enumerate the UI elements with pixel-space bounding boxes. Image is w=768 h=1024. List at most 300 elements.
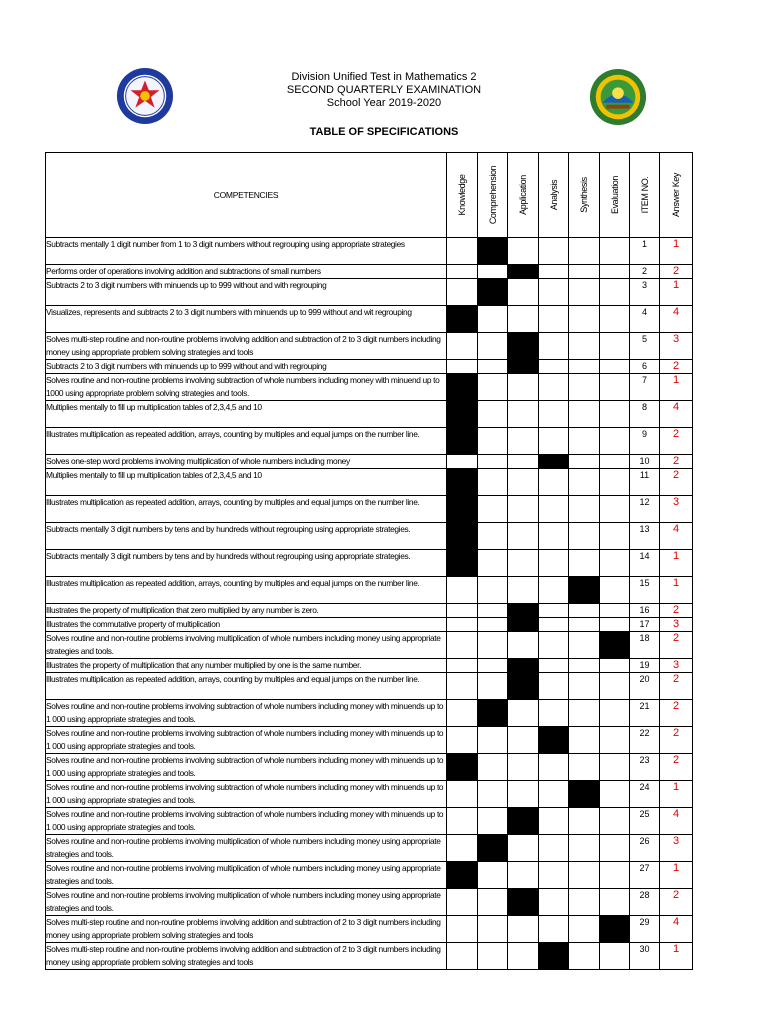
table-row bbox=[46, 306, 693, 333]
competency-cell: Subtracts 2 to 3 digit numbers with minuends up to 999 without and with regrouping bbox=[46, 279, 447, 306]
answer-key-cell: 2 bbox=[660, 604, 693, 618]
answer-key-cell: 4 bbox=[660, 401, 693, 428]
evaluation-cell bbox=[600, 469, 630, 496]
synthesis-cell bbox=[569, 808, 600, 835]
item-number-cell: 3 bbox=[630, 279, 660, 306]
item-number-cell: 10 bbox=[630, 455, 660, 469]
comprehension-cell bbox=[478, 279, 508, 306]
answer-key-cell: 3 bbox=[660, 618, 693, 632]
item-number-cell: 8 bbox=[630, 401, 660, 428]
competency-cell: Illustrates multiplication as repeated addition, arrays, counting by multiples and equal jumps on the number line. bbox=[46, 428, 447, 455]
answer-key-cell: 4 bbox=[660, 306, 693, 333]
competency-cell: Solves multi-step routine and non-routine problems involving addition and subtraction of 2 to 3 digit numbers including money using appropriate problem solving strategies and tools bbox=[46, 916, 447, 943]
synthesis-cell bbox=[569, 496, 600, 523]
comprehension-cell bbox=[478, 333, 508, 360]
application-cell bbox=[508, 577, 539, 604]
table-row bbox=[46, 455, 693, 469]
specifications-table bbox=[45, 152, 693, 970]
item-number-cell: 28 bbox=[630, 889, 660, 916]
knowledge-cell bbox=[447, 781, 478, 808]
exam-quarter: SECOND QUARTERLY EXAMINATION bbox=[286, 84, 482, 96]
knowledge-cell bbox=[447, 943, 478, 970]
comprehension-cell bbox=[478, 700, 508, 727]
evaluation-cell bbox=[600, 455, 630, 469]
synthesis-cell bbox=[569, 862, 600, 889]
competency-cell: Illustrates the property of multiplication that any number multiplied by one is the same number. bbox=[46, 659, 447, 673]
synthesis-cell bbox=[569, 700, 600, 727]
synthesis-cell bbox=[569, 673, 600, 700]
item-number-cell: 25 bbox=[630, 808, 660, 835]
evaluation-cell bbox=[600, 401, 630, 428]
comprehension-cell bbox=[478, 455, 508, 469]
application-cell bbox=[508, 727, 539, 754]
analysis-cell bbox=[539, 265, 569, 279]
competency-cell: Solves one-step word problems involving multiplication of whole numbers including money bbox=[46, 455, 447, 469]
knowledge-cell bbox=[447, 455, 478, 469]
application-cell bbox=[508, 835, 539, 862]
answer-key-cell: 1 bbox=[660, 781, 693, 808]
competency-cell: Multiplies mentally to fill up multiplication tables of 2,3,4,5 and 10 bbox=[46, 469, 447, 496]
table-header-row bbox=[46, 153, 693, 238]
application-cell bbox=[508, 455, 539, 469]
competency-cell: Solves routine and non-routine problems involving multiplication of whole numbers including money using appropriate strategies and tools. bbox=[46, 889, 447, 916]
competency-cell: Solves routine and non-routine problems involving subtraction of whole numbers including money with minuends up to 1 000 using appropriate strategies and tools. bbox=[46, 808, 447, 835]
knowledge-cell bbox=[447, 754, 478, 781]
answer-key-cell: 3 bbox=[660, 659, 693, 673]
analysis-cell bbox=[539, 374, 569, 401]
item-number-cell: 19 bbox=[630, 659, 660, 673]
competency-cell: Illustrates the property of multiplication that zero multiplied by any number is zero. bbox=[46, 604, 447, 618]
item-number-cell: 16 bbox=[630, 604, 660, 618]
analysis-cell bbox=[539, 700, 569, 727]
evaluation-cell bbox=[600, 428, 630, 455]
competency-cell: Subtracts mentally 3 digit numbers by tens and by hundreds without regrouping using appropriate strategies. bbox=[46, 550, 447, 577]
analysis-cell bbox=[539, 673, 569, 700]
synthesis-cell bbox=[569, 835, 600, 862]
table-row bbox=[46, 673, 693, 700]
synthesis-cell bbox=[569, 428, 600, 455]
item-number-cell: 29 bbox=[630, 916, 660, 943]
knowledge-cell bbox=[447, 604, 478, 618]
knowledge-cell bbox=[447, 916, 478, 943]
analysis-cell bbox=[539, 943, 569, 970]
synthesis-cell bbox=[569, 889, 600, 916]
item-number-cell: 9 bbox=[630, 428, 660, 455]
evaluation-cell bbox=[600, 632, 630, 659]
answer-key-cell: 4 bbox=[660, 523, 693, 550]
comprehension-cell bbox=[478, 265, 508, 279]
evaluation-cell bbox=[600, 604, 630, 618]
table-row bbox=[46, 496, 693, 523]
synthesis-cell bbox=[569, 727, 600, 754]
synthesis-cell bbox=[569, 916, 600, 943]
analysis-cell bbox=[539, 401, 569, 428]
column-header-application: Application bbox=[508, 153, 539, 238]
answer-key-cell: 2 bbox=[660, 727, 693, 754]
application-cell bbox=[508, 333, 539, 360]
answer-key-cell: 4 bbox=[660, 916, 693, 943]
competency-cell: Solves routine and non-routine problems involving multiplication of whole numbers including money using appropriate strategies and tools. bbox=[46, 862, 447, 889]
application-cell bbox=[508, 306, 539, 333]
evaluation-cell bbox=[600, 279, 630, 306]
table-row bbox=[46, 632, 693, 659]
table-row bbox=[46, 700, 693, 727]
application-cell bbox=[508, 889, 539, 916]
analysis-cell bbox=[539, 469, 569, 496]
evaluation-cell bbox=[600, 889, 630, 916]
evaluation-cell bbox=[600, 374, 630, 401]
analysis-cell bbox=[539, 604, 569, 618]
table-row bbox=[46, 333, 693, 360]
competency-cell: Illustrates multiplication as repeated addition, arrays, counting by multiples and equal jumps on the number line. bbox=[46, 673, 447, 700]
item-number-cell: 1 bbox=[630, 238, 660, 265]
knowledge-cell bbox=[447, 862, 478, 889]
item-number-cell: 24 bbox=[630, 781, 660, 808]
competency-cell: Visualizes, represents and subtracts 2 to 3 digit numbers with minuends up to 999 without and wit regrouping bbox=[46, 306, 447, 333]
knowledge-cell bbox=[447, 523, 478, 550]
evaluation-cell bbox=[600, 727, 630, 754]
item-number-cell: 14 bbox=[630, 550, 660, 577]
competency-cell: Solves multi-step routine and non-routine problems involving addition and subtraction of 2 to 3 digit numbers including money using appropriate problem solving strategies and tools bbox=[46, 333, 447, 360]
synthesis-cell bbox=[569, 632, 600, 659]
evaluation-cell bbox=[600, 577, 630, 604]
table-row bbox=[46, 279, 693, 306]
column-header-answer-key: Answer Key bbox=[660, 153, 693, 238]
column-header-competencies: COMPETENCIES bbox=[46, 153, 447, 238]
answer-key-cell: 1 bbox=[660, 862, 693, 889]
table-row bbox=[46, 360, 693, 374]
item-number-cell: 18 bbox=[630, 632, 660, 659]
knowledge-cell bbox=[447, 632, 478, 659]
evaluation-cell bbox=[600, 306, 630, 333]
application-cell bbox=[508, 401, 539, 428]
synthesis-cell bbox=[569, 618, 600, 632]
evaluation-cell bbox=[600, 700, 630, 727]
knowledge-cell bbox=[447, 496, 478, 523]
application-cell bbox=[508, 700, 539, 727]
analysis-cell bbox=[539, 835, 569, 862]
synthesis-cell bbox=[569, 333, 600, 360]
analysis-cell bbox=[539, 632, 569, 659]
item-number-cell: 4 bbox=[630, 306, 660, 333]
table-row bbox=[46, 469, 693, 496]
answer-key-cell: 3 bbox=[660, 333, 693, 360]
competency-cell: Solves routine and non-routine problems involving subtraction of whole numbers including money with minuends up to 1 000 using appropriate strategies and tools. bbox=[46, 700, 447, 727]
analysis-cell bbox=[539, 862, 569, 889]
competency-cell: Solves multi-step routine and non-routine problems involving addition and subtraction of 2 to 3 digit numbers including money using appropriate problem solving strategies and tools bbox=[46, 943, 447, 970]
item-number-cell: 21 bbox=[630, 700, 660, 727]
answer-key-cell: 4 bbox=[660, 808, 693, 835]
competency-cell: Illustrates multiplication as repeated addition, arrays, counting by multiples and equal jumps on the number line. bbox=[46, 496, 447, 523]
answer-key-cell: 1 bbox=[660, 943, 693, 970]
synthesis-cell bbox=[569, 374, 600, 401]
answer-key-cell: 1 bbox=[660, 238, 693, 265]
competency-cell: Solves routine and non-routine problems involving multiplication of whole numbers including money using appropriate strategies and tools. bbox=[46, 632, 447, 659]
evaluation-cell bbox=[600, 333, 630, 360]
item-number-cell: 15 bbox=[630, 577, 660, 604]
column-header-analysis: Analysis bbox=[539, 153, 569, 238]
analysis-cell bbox=[539, 360, 569, 374]
competency-cell: Solves routine and non-routine problems involving subtraction of whole numbers including money with minuends up to 1 000 using appropriate strategies and tools. bbox=[46, 781, 447, 808]
item-number-cell: 12 bbox=[630, 496, 660, 523]
comprehension-cell bbox=[478, 238, 508, 265]
synthesis-cell bbox=[569, 604, 600, 618]
synthesis-cell bbox=[569, 360, 600, 374]
item-number-cell: 22 bbox=[630, 727, 660, 754]
synthesis-cell bbox=[569, 550, 600, 577]
knowledge-cell bbox=[447, 550, 478, 577]
comprehension-cell bbox=[478, 862, 508, 889]
knowledge-cell bbox=[447, 265, 478, 279]
knowledge-cell bbox=[447, 577, 478, 604]
table-row bbox=[46, 754, 693, 781]
answer-key-cell: 2 bbox=[660, 360, 693, 374]
knowledge-cell bbox=[447, 401, 478, 428]
evaluation-cell bbox=[600, 360, 630, 374]
knowledge-cell bbox=[447, 469, 478, 496]
evaluation-cell bbox=[600, 238, 630, 265]
comprehension-cell bbox=[478, 808, 508, 835]
answer-key-cell: 2 bbox=[660, 632, 693, 659]
table-row bbox=[46, 265, 693, 279]
application-cell bbox=[508, 265, 539, 279]
application-cell bbox=[508, 943, 539, 970]
item-number-cell: 23 bbox=[630, 754, 660, 781]
application-cell bbox=[508, 360, 539, 374]
application-cell bbox=[508, 808, 539, 835]
item-number-cell: 2 bbox=[630, 265, 660, 279]
comprehension-cell bbox=[478, 577, 508, 604]
analysis-cell bbox=[539, 659, 569, 673]
evaluation-cell bbox=[600, 265, 630, 279]
synthesis-cell bbox=[569, 401, 600, 428]
application-cell bbox=[508, 632, 539, 659]
column-header-item-no: ITEM NO. bbox=[630, 153, 660, 238]
item-number-cell: 20 bbox=[630, 673, 660, 700]
synthesis-cell bbox=[569, 306, 600, 333]
comprehension-cell bbox=[478, 496, 508, 523]
answer-key-cell: 2 bbox=[660, 754, 693, 781]
competency-cell: Subtracts 2 to 3 digit numbers with minuends up to 999 without and with regrouping bbox=[46, 360, 447, 374]
application-cell bbox=[508, 279, 539, 306]
application-cell bbox=[508, 374, 539, 401]
synthesis-cell bbox=[569, 577, 600, 604]
synthesis-cell bbox=[569, 659, 600, 673]
table-row bbox=[46, 889, 693, 916]
table-row bbox=[46, 659, 693, 673]
answer-key-cell: 2 bbox=[660, 700, 693, 727]
comprehension-cell bbox=[478, 360, 508, 374]
answer-key-cell: 3 bbox=[660, 835, 693, 862]
knowledge-cell bbox=[447, 333, 478, 360]
analysis-cell bbox=[539, 333, 569, 360]
comprehension-cell bbox=[478, 659, 508, 673]
evaluation-cell bbox=[600, 550, 630, 577]
school-year: School Year 2019-2020 bbox=[326, 97, 442, 109]
table-row bbox=[46, 523, 693, 550]
competency-cell: Subtracts mentally 1 digit number from 1 to 3 digit numbers without regrouping using appropriate strategies bbox=[46, 238, 447, 265]
comprehension-cell bbox=[478, 727, 508, 754]
knowledge-cell bbox=[447, 727, 478, 754]
analysis-cell bbox=[539, 279, 569, 306]
table-row bbox=[46, 428, 693, 455]
knowledge-cell bbox=[447, 889, 478, 916]
application-cell bbox=[508, 238, 539, 265]
comprehension-cell bbox=[478, 618, 508, 632]
table-row bbox=[46, 550, 693, 577]
analysis-cell bbox=[539, 889, 569, 916]
comprehension-cell bbox=[478, 523, 508, 550]
application-cell bbox=[508, 754, 539, 781]
item-number-cell: 30 bbox=[630, 943, 660, 970]
application-cell bbox=[508, 469, 539, 496]
column-header-knowledge: Knowledge bbox=[447, 153, 478, 238]
column-header-comprehension: Comprehension bbox=[478, 153, 508, 238]
evaluation-cell bbox=[600, 916, 630, 943]
table-row bbox=[46, 374, 693, 401]
knowledge-cell bbox=[447, 808, 478, 835]
competency-cell: Solves routine and non-routine problems involving subtraction of whole numbers including money with minuends up to 1 000 using appropriate strategies and tools. bbox=[46, 754, 447, 781]
comprehension-cell bbox=[478, 306, 508, 333]
application-cell bbox=[508, 496, 539, 523]
analysis-cell bbox=[539, 916, 569, 943]
column-header-synthesis: Synthesis bbox=[569, 153, 600, 238]
item-number-cell: 5 bbox=[630, 333, 660, 360]
item-number-cell: 7 bbox=[630, 374, 660, 401]
knowledge-cell bbox=[447, 835, 478, 862]
synthesis-cell bbox=[569, 279, 600, 306]
synthesis-cell bbox=[569, 781, 600, 808]
table-row bbox=[46, 727, 693, 754]
item-number-cell: 13 bbox=[630, 523, 660, 550]
answer-key-cell: 2 bbox=[660, 673, 693, 700]
application-cell bbox=[508, 550, 539, 577]
application-cell bbox=[508, 618, 539, 632]
comprehension-cell bbox=[478, 374, 508, 401]
table-row bbox=[46, 401, 693, 428]
synthesis-cell bbox=[569, 469, 600, 496]
application-cell bbox=[508, 916, 539, 943]
knowledge-cell bbox=[447, 374, 478, 401]
table-row bbox=[46, 862, 693, 889]
knowledge-cell bbox=[447, 700, 478, 727]
competency-cell: Illustrates multiplication as repeated addition, arrays, counting by multiples and equal jumps on the number line. bbox=[46, 577, 447, 604]
application-cell bbox=[508, 659, 539, 673]
application-cell bbox=[508, 862, 539, 889]
competency-cell: Illustrates the commutative property of multiplication bbox=[46, 618, 447, 632]
item-number-cell: 27 bbox=[630, 862, 660, 889]
answer-key-cell: 2 bbox=[660, 469, 693, 496]
evaluation-cell bbox=[600, 808, 630, 835]
evaluation-cell bbox=[600, 523, 630, 550]
evaluation-cell bbox=[600, 659, 630, 673]
answer-key-cell: 2 bbox=[660, 265, 693, 279]
comprehension-cell bbox=[478, 550, 508, 577]
comprehension-cell bbox=[478, 673, 508, 700]
answer-key-cell: 2 bbox=[660, 889, 693, 916]
answer-key-cell: 1 bbox=[660, 550, 693, 577]
comprehension-cell bbox=[478, 401, 508, 428]
item-number-cell: 6 bbox=[630, 360, 660, 374]
competency-cell: Solves routine and non-routine problems involving subtraction of whole numbers including money with minuend up to 1000 using appropriate problem solving strategies and tools. bbox=[46, 374, 447, 401]
comprehension-cell bbox=[478, 916, 508, 943]
comprehension-cell bbox=[478, 469, 508, 496]
analysis-cell bbox=[539, 727, 569, 754]
analysis-cell bbox=[539, 306, 569, 333]
table-row bbox=[46, 618, 693, 632]
comprehension-cell bbox=[478, 781, 508, 808]
answer-key-cell: 1 bbox=[660, 279, 693, 306]
analysis-cell bbox=[539, 523, 569, 550]
column-header-evaluation: Evaluation bbox=[600, 153, 630, 238]
application-cell bbox=[508, 604, 539, 618]
item-number-cell: 11 bbox=[630, 469, 660, 496]
table-row bbox=[46, 781, 693, 808]
answer-key-cell: 3 bbox=[660, 496, 693, 523]
comprehension-cell bbox=[478, 632, 508, 659]
knowledge-cell bbox=[447, 279, 478, 306]
answer-key-cell: 2 bbox=[660, 428, 693, 455]
analysis-cell bbox=[539, 238, 569, 265]
analysis-cell bbox=[539, 781, 569, 808]
table-row bbox=[46, 604, 693, 618]
knowledge-cell bbox=[447, 306, 478, 333]
comprehension-cell bbox=[478, 604, 508, 618]
synthesis-cell bbox=[569, 238, 600, 265]
application-cell bbox=[508, 781, 539, 808]
analysis-cell bbox=[539, 428, 569, 455]
exam-title: Division Unified Test in Mathematics 2 bbox=[291, 71, 477, 83]
comprehension-cell bbox=[478, 943, 508, 970]
table-row bbox=[46, 916, 693, 943]
answer-key-cell: 1 bbox=[660, 374, 693, 401]
application-cell bbox=[508, 523, 539, 550]
synthesis-cell bbox=[569, 265, 600, 279]
synthesis-cell bbox=[569, 523, 600, 550]
evaluation-cell bbox=[600, 496, 630, 523]
synthesis-cell bbox=[569, 754, 600, 781]
knowledge-cell bbox=[447, 428, 478, 455]
comprehension-cell bbox=[478, 835, 508, 862]
comprehension-cell bbox=[478, 889, 508, 916]
analysis-cell bbox=[539, 808, 569, 835]
table-title: TABLE OF SPECIFICATIONS bbox=[309, 126, 459, 138]
analysis-cell bbox=[539, 754, 569, 781]
evaluation-cell bbox=[600, 754, 630, 781]
competency-cell: Performs order of operations involving addition and subtractions of small numbers bbox=[46, 265, 447, 279]
analysis-cell bbox=[539, 618, 569, 632]
competency-cell: Subtracts mentally 3 digit numbers by tens and by hundreds without regrouping using appropriate strategies. bbox=[46, 523, 447, 550]
item-number-cell: 26 bbox=[630, 835, 660, 862]
evaluation-cell bbox=[600, 618, 630, 632]
evaluation-cell bbox=[600, 835, 630, 862]
item-number-cell: 17 bbox=[630, 618, 660, 632]
comprehension-cell bbox=[478, 428, 508, 455]
table-row bbox=[46, 808, 693, 835]
competency-cell: Solves routine and non-routine problems involving multiplication of whole numbers including money using appropriate strategies and tools. bbox=[46, 835, 447, 862]
evaluation-cell bbox=[600, 943, 630, 970]
knowledge-cell bbox=[447, 360, 478, 374]
comprehension-cell bbox=[478, 754, 508, 781]
competency-cell: Solves routine and non-routine problems involving subtraction of whole numbers including money with minuends up to 1 000 using appropriate strategies and tools. bbox=[46, 727, 447, 754]
knowledge-cell bbox=[447, 673, 478, 700]
evaluation-cell bbox=[600, 862, 630, 889]
answer-key-cell: 2 bbox=[660, 455, 693, 469]
application-cell bbox=[508, 673, 539, 700]
synthesis-cell bbox=[569, 455, 600, 469]
analysis-cell bbox=[539, 455, 569, 469]
knowledge-cell bbox=[447, 659, 478, 673]
